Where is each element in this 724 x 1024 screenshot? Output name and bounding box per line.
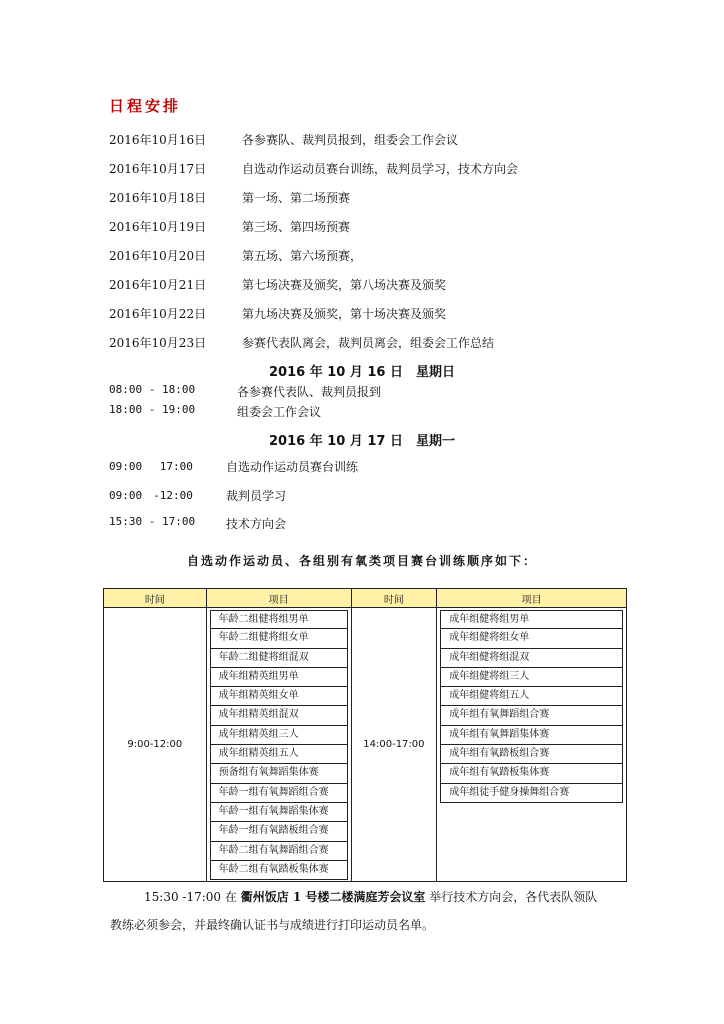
list-item: 年龄二组有氧踏板集体赛 xyxy=(210,861,348,880)
schedule-date: 2016年10月21日 xyxy=(109,278,207,292)
list-item: 成年组精英组三人 xyxy=(210,726,348,745)
schedule-date: 2016年10月17日 xyxy=(109,162,207,176)
list-item: 年龄二组健将组女单 xyxy=(210,629,348,648)
list-item: 成年组健将组女单 xyxy=(440,629,623,648)
list-item: 成年组精英组五人 xyxy=(210,745,348,764)
schedule-text: 第三场、第四场预赛 xyxy=(242,220,351,234)
header-event-am: 项目 xyxy=(206,589,351,608)
footer-line-2: 教练必须参会，并最终确认证书与成绩进行打印运动员名单。 xyxy=(110,918,435,932)
table-row xyxy=(104,608,627,882)
footer-time: 15:30 -17:00 在 xyxy=(144,890,237,904)
header-time-pm: 时间 xyxy=(351,589,437,608)
time-range: 09:00 17:00 xyxy=(109,460,193,473)
list-item: 成年组健将组男单 xyxy=(440,610,623,629)
training-order-table xyxy=(103,588,627,882)
morning-groups-cell xyxy=(206,608,351,882)
list-item: 年龄一组有氧踏板组合赛 xyxy=(210,822,348,841)
list-item: 年龄一组有氧舞蹈组合赛 xyxy=(210,784,348,803)
list-item: 年龄二组有氧舞蹈组合赛 xyxy=(210,842,348,861)
list-item: 成年组精英组男单 xyxy=(210,668,348,687)
page-title: 日程安排 xyxy=(109,97,182,115)
schedule-text: 第五场、第六场预赛， xyxy=(242,249,363,263)
schedule-date: 2016年10月16日 xyxy=(109,133,207,147)
list-item: 成年组健将组混双 xyxy=(440,649,623,668)
schedule-date: 2016年10月19日 xyxy=(109,220,207,234)
list-item: 成年组有氧踏板组合赛 xyxy=(440,745,623,764)
day17-item xyxy=(109,458,609,476)
list-item: 成年组有氧舞蹈组合赛 xyxy=(440,706,623,725)
table-header-row xyxy=(104,589,627,608)
morning-time-cell: 9:00-12:00 xyxy=(104,608,207,882)
footer-venue: 衢州饭店 1 号楼二楼满庭芳会议室 xyxy=(240,890,426,904)
afternoon-time-cell: 14:00-17:00 xyxy=(351,608,437,882)
day17-item xyxy=(109,487,609,505)
schedule-text: 第七场决赛及颁奖，第八场决赛及颁奖 xyxy=(242,278,447,292)
schedule-date: 2016年10月18日 xyxy=(109,191,207,205)
list-item: 年龄二组健将组男单 xyxy=(210,610,348,629)
list-item: 成年组有氧舞蹈集体赛 xyxy=(440,726,623,745)
list-item: 成年组徒手健身操舞组合赛 xyxy=(440,784,623,803)
schedule-date: 2016年10月20日 xyxy=(109,249,207,263)
day16-item xyxy=(109,383,609,401)
day17-item xyxy=(109,515,609,533)
list-item: 年龄二组健将组混双 xyxy=(210,649,348,668)
day16-item xyxy=(109,403,609,421)
time-range: 09:00 -12:00 xyxy=(109,489,193,502)
schedule-text: 参赛代表队离会，裁判员离会，组委会工作总结 xyxy=(242,336,495,350)
schedule-text: 第一场、第二场预赛 xyxy=(242,191,351,205)
list-item: 预备组有氧舞蹈集体赛 xyxy=(210,764,348,783)
schedule-text: 各参赛队、裁判员报到，组委会工作会议 xyxy=(242,133,459,147)
list-item: 年龄一组有氧舞蹈集体赛 xyxy=(210,803,348,822)
day17-title: 2016 年 10 月 17 日 星期一 xyxy=(269,434,455,449)
agenda-text: 各参赛代表队、裁判员报到 xyxy=(237,385,382,399)
list-item: 成年组精英组女单 xyxy=(210,687,348,706)
training-order-heading: 自选动作运动员、各组别有氧类项目赛台训练顺序如下： xyxy=(186,554,537,568)
footer-line-1 xyxy=(110,884,630,911)
time-range: 15:30 - 17:00 xyxy=(109,515,196,528)
agenda-text: 组委会工作会议 xyxy=(237,405,322,419)
day16-title: 2016 年 10 月 16 日 星期日 xyxy=(269,365,455,380)
agenda-text: 技术方向会 xyxy=(226,517,287,531)
schedule-text: 第九场决赛及颁奖，第十场决赛及颁奖 xyxy=(242,307,447,321)
list-item: 成年组有氧踏板集体赛 xyxy=(440,764,623,783)
header-event-pm: 项目 xyxy=(437,589,627,608)
schedule-date: 2016年10月23日 xyxy=(109,336,207,350)
list-item: 成年组健将组三人 xyxy=(440,668,623,687)
list-item: 成年组健将组五人 xyxy=(440,687,623,706)
afternoon-groups-cell xyxy=(437,608,627,882)
agenda-text: 裁判员学习 xyxy=(226,489,287,503)
agenda-text: 自选动作运动员赛台训练 xyxy=(226,460,359,474)
footer-text: 举行技术方向会，各代表队领队 xyxy=(429,890,598,904)
time-range: 08:00 - 18:00 xyxy=(109,383,196,396)
header-time-am: 时间 xyxy=(104,589,207,608)
time-range: 18:00 - 19:00 xyxy=(109,403,196,416)
list-item: 成年组精英组混双 xyxy=(210,706,348,725)
schedule-text: 自选动作运动员赛台训练，裁判员学习，技术方向会 xyxy=(242,162,519,176)
schedule-date: 2016年10月22日 xyxy=(109,307,207,321)
